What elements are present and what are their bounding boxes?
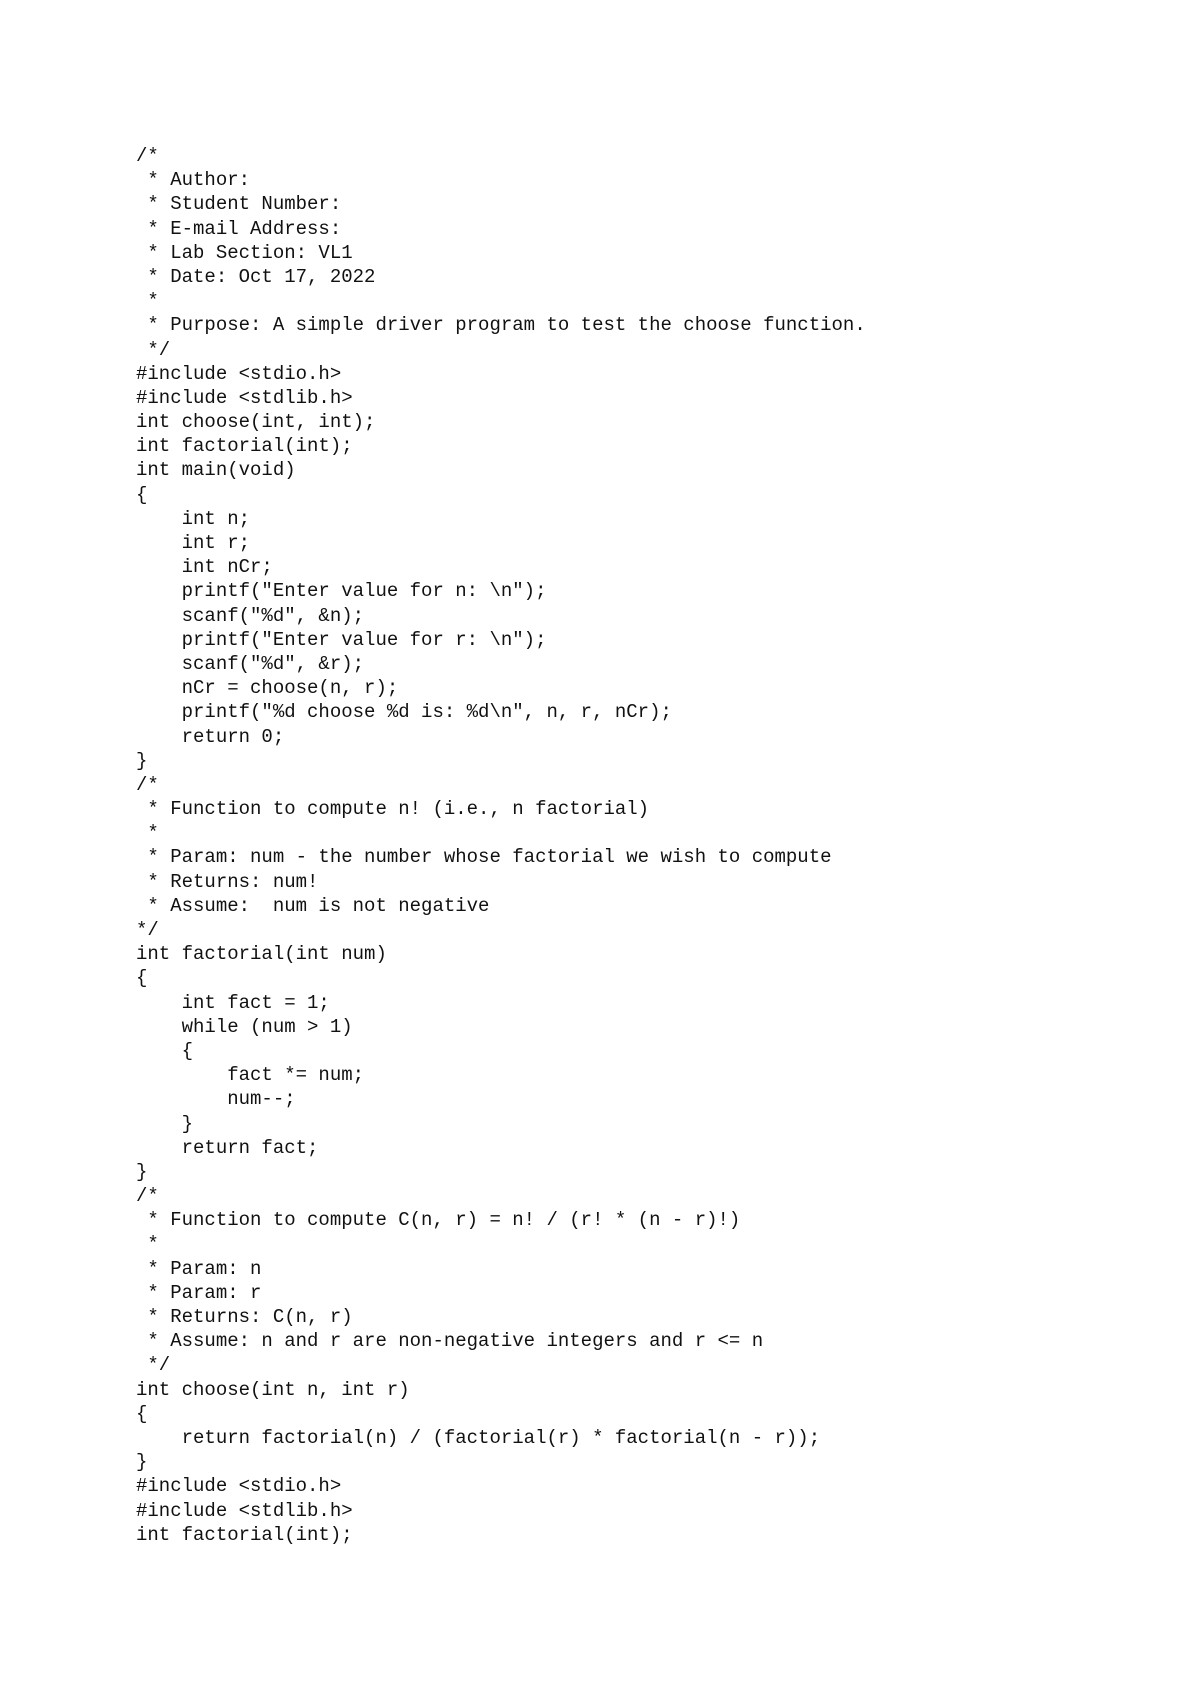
code-line: int choose(int, int); [136,411,376,434]
code-line: * Param: n [136,1257,262,1280]
code-line: { [136,483,148,506]
code-line: int n; [136,507,251,530]
code-line: } [136,1112,194,1135]
code-line: } [136,1160,148,1183]
code-line: { [136,1039,194,1062]
code-line: /* [136,773,159,796]
code-line: #include <stdio.h> [136,362,342,385]
code-line: * Returns: C(n, r) [136,1306,353,1328]
code-line: int nCr; [136,556,273,579]
code-line: * [136,1233,159,1256]
code-line: } [136,749,148,772]
code-line: int r; [136,532,251,554]
code-line: * Author: [136,169,251,192]
code-line: int factorial(int num) [136,943,387,966]
code-line: * [136,290,159,313]
code-line: */ [136,919,159,941]
code-line: * Param: num - the number whose factorial we wish to compute [136,846,832,869]
code-line: * Param: r [136,1281,262,1304]
code-line: */ [136,1354,171,1377]
code-line: num--; [136,1088,296,1111]
code-line: /* [136,145,159,167]
code-line: scanf("%d", &n); [136,604,365,627]
code-line: fact *= num; [136,1064,365,1087]
code-line: */ [136,338,171,361]
code-line: int fact = 1; [136,991,330,1014]
code-line: * Returns: num! [136,870,319,893]
code-line: * Lab Section: VL1 [136,241,353,264]
code-line: return factorial(n) / (factorial(r) * factorial(n - r)); [136,1426,821,1449]
code-line: printf("%d choose %d is: %d\n", n, r, nCr); [136,701,672,724]
code-line: * Assume: num is not negative [136,894,490,917]
code-line: return fact; [136,1136,319,1159]
code-line: #include <stdlib.h> [136,1499,353,1522]
code-line: int main(void) [136,459,296,482]
code-listing [136,144,866,1547]
code-line: while (num > 1) [136,1015,353,1038]
code-line: * Function to compute n! (i.e., n factorial) [136,798,650,821]
code-line: printf("Enter value for n: \n"); [136,580,547,603]
code-line: return 0; [136,725,285,748]
code-line: int factorial(int); [136,435,353,458]
code-line: * Assume: n and r are non-negative integers and r <= n [136,1330,764,1353]
code-line: * Student Number: [136,193,342,216]
code-line: { [136,967,148,990]
code-line: #include <stdlib.h> [136,386,353,409]
code-line: nCr = choose(n, r); [136,677,399,700]
code-line: int choose(int n, int r) [136,1378,410,1401]
code-line: #include <stdio.h> [136,1475,342,1498]
code-line: * [136,822,159,845]
code-line: * E-mail Address: [136,217,342,240]
code-line: /* [136,1185,159,1208]
code-line: * Function to compute C(n, r) = n! / (r! * (n - r)!) [136,1209,741,1232]
code-line: * Purpose: A simple driver program to test the choose function. [136,314,866,337]
code-line: int factorial(int); [136,1523,353,1546]
code-line: printf("Enter value for r: \n"); [136,628,547,651]
code-line: { [136,1402,148,1425]
code-line: scanf("%d", &r); [136,652,365,675]
code-line: } [136,1451,148,1474]
code-line: * Date: Oct 17, 2022 [136,265,376,288]
